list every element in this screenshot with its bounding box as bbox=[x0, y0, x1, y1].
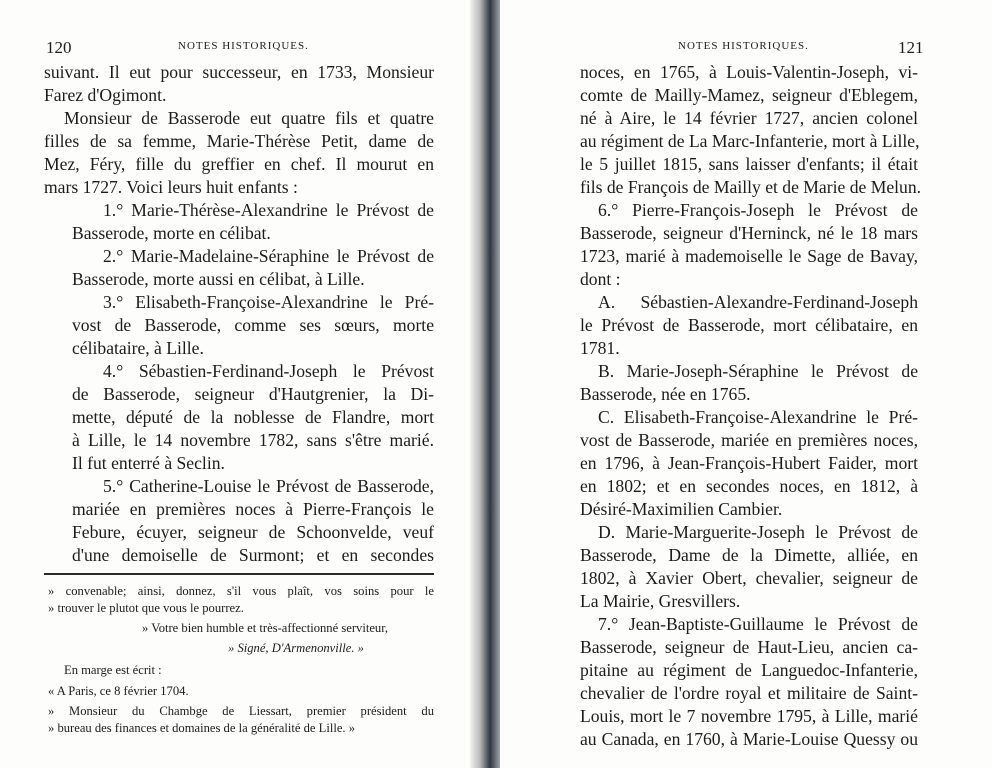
footnote-line: En marge est écrit : bbox=[64, 663, 162, 677]
text-line: en 1802; et en secondes noces, en 1812, à bbox=[580, 476, 918, 496]
text-line: La Mairie, Gresvillers. bbox=[580, 591, 741, 611]
text-line: Il fut enterré à Seclin. bbox=[72, 453, 225, 473]
text-line: Monsieur de Basserode eut quatre fils et quatre bbox=[64, 108, 434, 128]
left-page-number: 120 bbox=[46, 38, 72, 57]
text-line: Basserode, seigneur d'Herninck, né le 18 mars bbox=[580, 223, 918, 243]
text-line: dont : bbox=[580, 269, 621, 289]
footnote-line: » Monsieur du Chambge de Liessart, premier président du bbox=[48, 704, 434, 718]
text-line: Désiré-Maximilien Cambier. bbox=[580, 499, 783, 519]
footnote-line: » bureau des finances et domaines de la généralité de Lille. » bbox=[48, 721, 356, 735]
text-line: C. Elisabeth-Françoise-Alexandrine le Pré- bbox=[598, 407, 918, 427]
text-line: mars 1727. Voici leurs huit enfants : bbox=[44, 177, 298, 197]
text-line: D. Marie-Marguerite-Joseph le Prévost de bbox=[598, 522, 918, 542]
text-line: célibataire, à Lille. bbox=[72, 338, 204, 358]
footnote-line: « A Paris, ce 8 février 1704. bbox=[48, 684, 189, 698]
text-line: Basserode, seigneur de Haut-Lieu, ancien ca- bbox=[580, 637, 918, 657]
right-page bbox=[500, 0, 992, 768]
text-line: suivant. Il eut pour successeur, en 1733, Monsieur bbox=[44, 62, 434, 82]
text-line: noces, en 1765, à Louis-Valentin-Joseph, vi- bbox=[580, 62, 918, 82]
footnote-line: » trouver le plutot que vous le pourrez. bbox=[48, 601, 244, 615]
text-line: en 1796, à Jean-François-Hubert Faider, mort bbox=[580, 453, 918, 473]
text-line: comte de Mailly-Mamez, seigneur d'Eblegem, bbox=[580, 85, 918, 105]
text-line: d'une demoiselle de Surmont; et en secondes bbox=[72, 545, 434, 565]
text-line: B. Marie-Joseph-Séraphine le Prévost de bbox=[598, 361, 918, 381]
text-line: Basserode, morte aussi en célibat, à Lille. bbox=[72, 269, 365, 289]
signature-line: » Signé, D'Armenonville. » bbox=[228, 641, 364, 655]
text-line: au Canada, en 1760, à Marie-Louise Quessy ou bbox=[580, 729, 918, 749]
text-line: mariée en premières noces à Pierre-François le bbox=[72, 499, 434, 519]
text-line: 1.° Marie-Thérèse-Alexandrine le Prévost de bbox=[103, 200, 434, 220]
text-line: 5.° Catherine-Louise le Prévost de Basserode, bbox=[103, 476, 434, 496]
text-line: pitaine au régiment de Languedoc-Infanterie, bbox=[580, 660, 918, 680]
left-running-head: NOTES HISTORIQUES. bbox=[178, 40, 309, 52]
right-running-head: NOTES HISTORIQUES. bbox=[678, 40, 809, 52]
text-line: 1802, à Xavier Obert, chevalier, seigneur de bbox=[580, 568, 918, 588]
text-line: 1781. bbox=[580, 338, 620, 358]
text-line: 3.° Elisabeth-Françoise-Alexandrine le Pré- bbox=[103, 292, 434, 312]
text-line: mette, député de la noblesse de Flandre, mort bbox=[72, 407, 434, 427]
text-line: Farez d'Ogimont. bbox=[44, 85, 167, 105]
text-line: 2.° Marie-Madelaine-Séraphine le Prévost de bbox=[103, 246, 434, 266]
text-line: vost de Basserode, mariée en premières noces, bbox=[580, 430, 918, 450]
text-line: filles de sa femme, Marie-Thérèse Petit, dame de bbox=[44, 131, 434, 151]
text-line: vost de Basserode, comme ses sœurs, morte bbox=[72, 315, 434, 335]
footnote-divider bbox=[44, 573, 434, 575]
text-line: 6.° Pierre-François-Joseph le Prévost de bbox=[598, 200, 918, 220]
text-line: de Basserode, seigneur d'Hautgrenier, la Di- bbox=[72, 384, 434, 404]
footnote-line: » convenable; ainsi, donnez, s'il vous plaît, vos soins pour le bbox=[48, 584, 434, 598]
text-line: chevalier de l'ordre royal et militaire de Saint- bbox=[580, 683, 918, 703]
right-page-header bbox=[500, 38, 992, 58]
right-page-number: 121 bbox=[898, 38, 924, 57]
text-line: fils de François de Mailly et de Marie de Melun. bbox=[580, 177, 922, 197]
text-line: Mez, Féry, fille du greffier en chef. Il mourut en bbox=[44, 154, 434, 174]
left-page bbox=[0, 0, 478, 768]
text-line: à Lille, le 14 novembre 1782, sans s'être marié. bbox=[72, 430, 434, 450]
text-line: Febure, écuyer, seigneur de Schoonvelde, veuf bbox=[72, 522, 434, 542]
text-line: 1723, marié à mademoiselle le Sage de Bavay, bbox=[580, 246, 918, 266]
text-line: Basserode, née en 1765. bbox=[580, 384, 751, 404]
text-line: 4.° Sébastien-Ferdinand-Joseph le Prévost bbox=[103, 361, 434, 381]
text-line: Louis, mort le 7 novembre 1795, à Lille, marié bbox=[580, 706, 918, 726]
text-line: Basserode, Dame de la Dimette, alliée, en bbox=[580, 545, 918, 565]
left-page-header bbox=[0, 38, 478, 58]
text-line: 7.° Jean-Baptiste-Guillaume le Prévost de bbox=[598, 614, 918, 634]
footnote-line: » Votre bien humble et très-affectionné serviteur, bbox=[142, 621, 389, 635]
text-line: A. Sébastien-Alexandre-Ferdinand-Joseph bbox=[598, 292, 918, 312]
text-line: le 5 juillet 1815, sans laisser d'enfants; il était bbox=[580, 154, 918, 174]
text-line: le Prévost de Basserode, mort célibataire, en bbox=[580, 315, 918, 335]
text-line: né à Aire, le 14 février 1727, ancien colonel bbox=[580, 108, 918, 128]
text-line: au régiment de La Marc-Infanterie, mort à Lille, bbox=[580, 131, 920, 151]
text-line: Basserode, morte en célibat. bbox=[72, 223, 271, 243]
